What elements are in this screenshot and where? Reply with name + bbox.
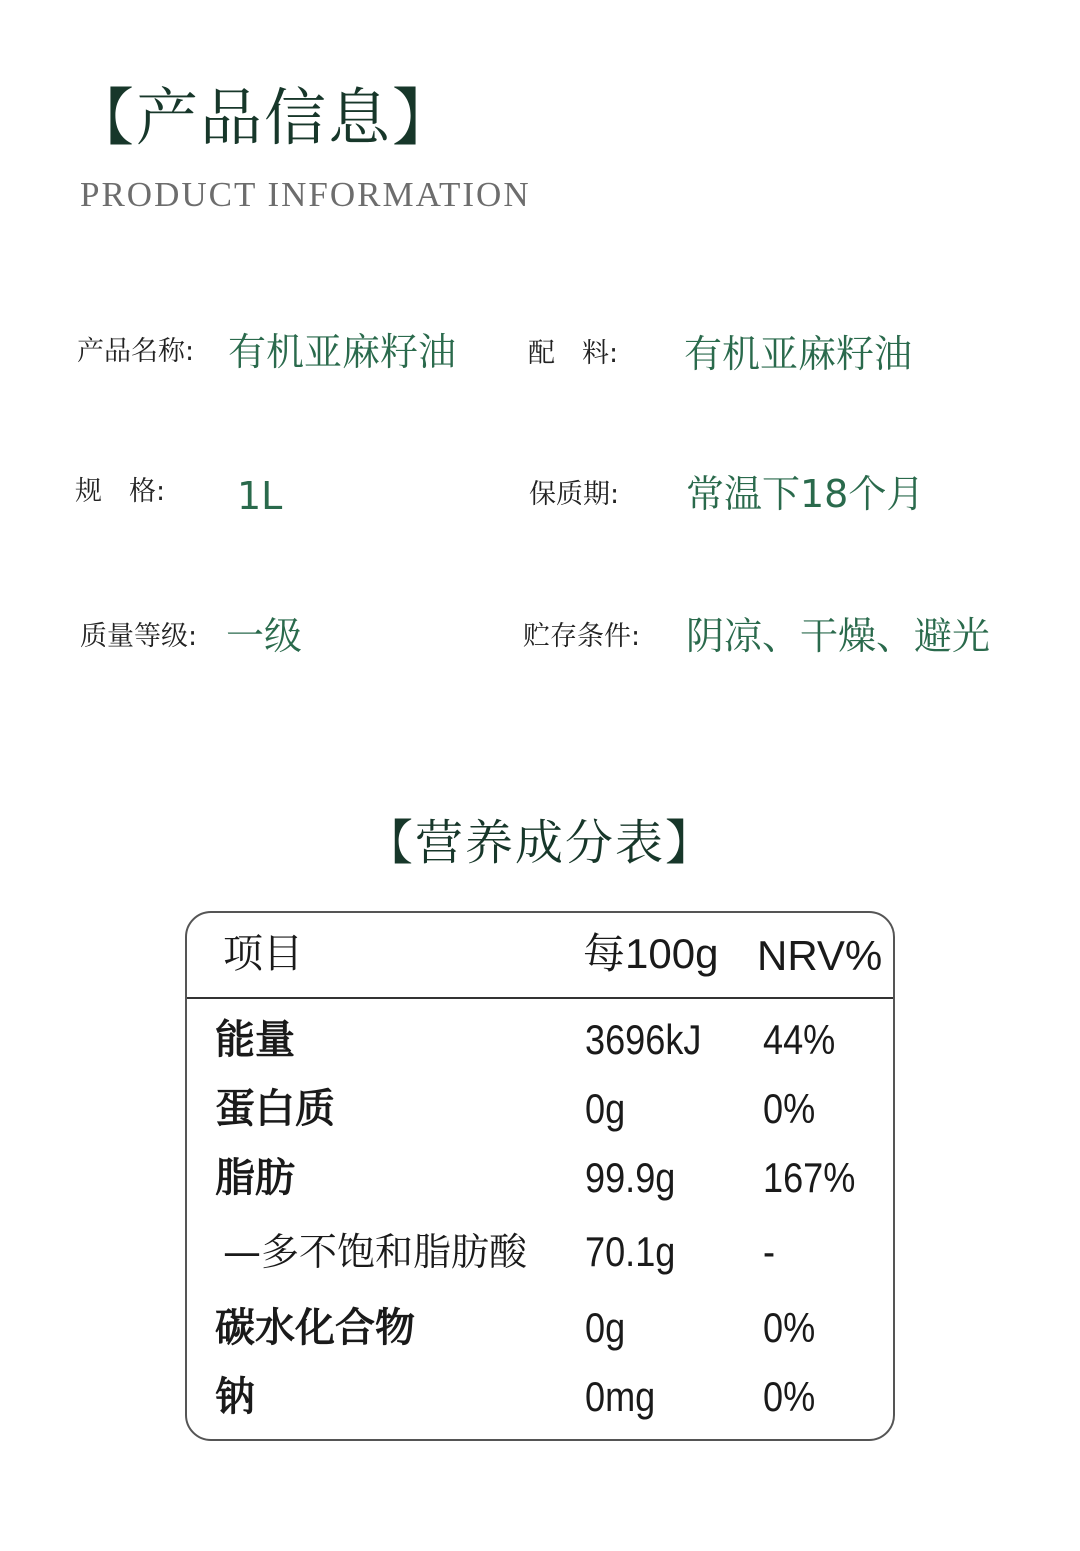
storage-label: 贮存条件: bbox=[523, 621, 641, 652]
page-title: 【产品信息】 bbox=[72, 81, 457, 154]
ingredients-label: 配 料: bbox=[528, 338, 619, 369]
storage-value: 阴凉、干燥、避光 bbox=[686, 614, 991, 658]
header-nrv: NRV% bbox=[757, 932, 883, 979]
row-name: 蛋白质 bbox=[215, 1086, 335, 1132]
header-per100g: 每100g bbox=[583, 930, 719, 977]
shelf-life-value: 常温下18个月 bbox=[686, 472, 925, 516]
header-item: 项目 bbox=[223, 931, 303, 977]
info-row-3 bbox=[0, 610, 1080, 670]
ingredients-value: 有机亚麻籽油 bbox=[684, 332, 913, 376]
product-name-label: 产品名称: bbox=[77, 336, 195, 367]
grade-value: 一级 bbox=[226, 614, 303, 658]
row-nrv: - bbox=[763, 1228, 776, 1275]
row-name: —多不饱和脂肪酸 bbox=[223, 1230, 528, 1274]
page-subtitle: PRODUCT INFORMATION bbox=[80, 175, 531, 214]
row-nrv: 0% bbox=[763, 1085, 816, 1132]
row-name: 能量 bbox=[215, 1017, 295, 1063]
row-nrv: 0% bbox=[763, 1304, 816, 1351]
nutrition-table bbox=[185, 911, 895, 1441]
table-divider bbox=[187, 997, 893, 999]
row-nrv: 44% bbox=[763, 1016, 836, 1063]
info-row-1 bbox=[0, 326, 1080, 386]
row-amount: 70.1g bbox=[585, 1228, 676, 1275]
spec-value: 1L bbox=[237, 474, 283, 518]
spec-label: 规 格: bbox=[75, 476, 166, 507]
shelf-life-label: 保质期: bbox=[529, 479, 620, 510]
product-name-value: 有机亚麻籽油 bbox=[228, 330, 457, 374]
row-name: 碳水化合物 bbox=[215, 1305, 415, 1351]
row-nrv: 167% bbox=[763, 1154, 856, 1201]
row-amount: 99.9g bbox=[585, 1154, 676, 1201]
row-amount: 0g bbox=[585, 1304, 626, 1351]
row-amount: 0g bbox=[585, 1085, 626, 1132]
nutrition-title: 【营养成分表】 bbox=[364, 815, 715, 871]
grade-label: 质量等级: bbox=[80, 621, 198, 652]
info-row-2 bbox=[0, 468, 1080, 528]
row-name: 脂肪 bbox=[215, 1155, 295, 1201]
row-amount: 3696kJ bbox=[585, 1016, 702, 1063]
row-nrv: 0% bbox=[763, 1373, 816, 1420]
row-name: 钠 bbox=[215, 1374, 255, 1420]
row-amount: 0mg bbox=[585, 1373, 656, 1420]
